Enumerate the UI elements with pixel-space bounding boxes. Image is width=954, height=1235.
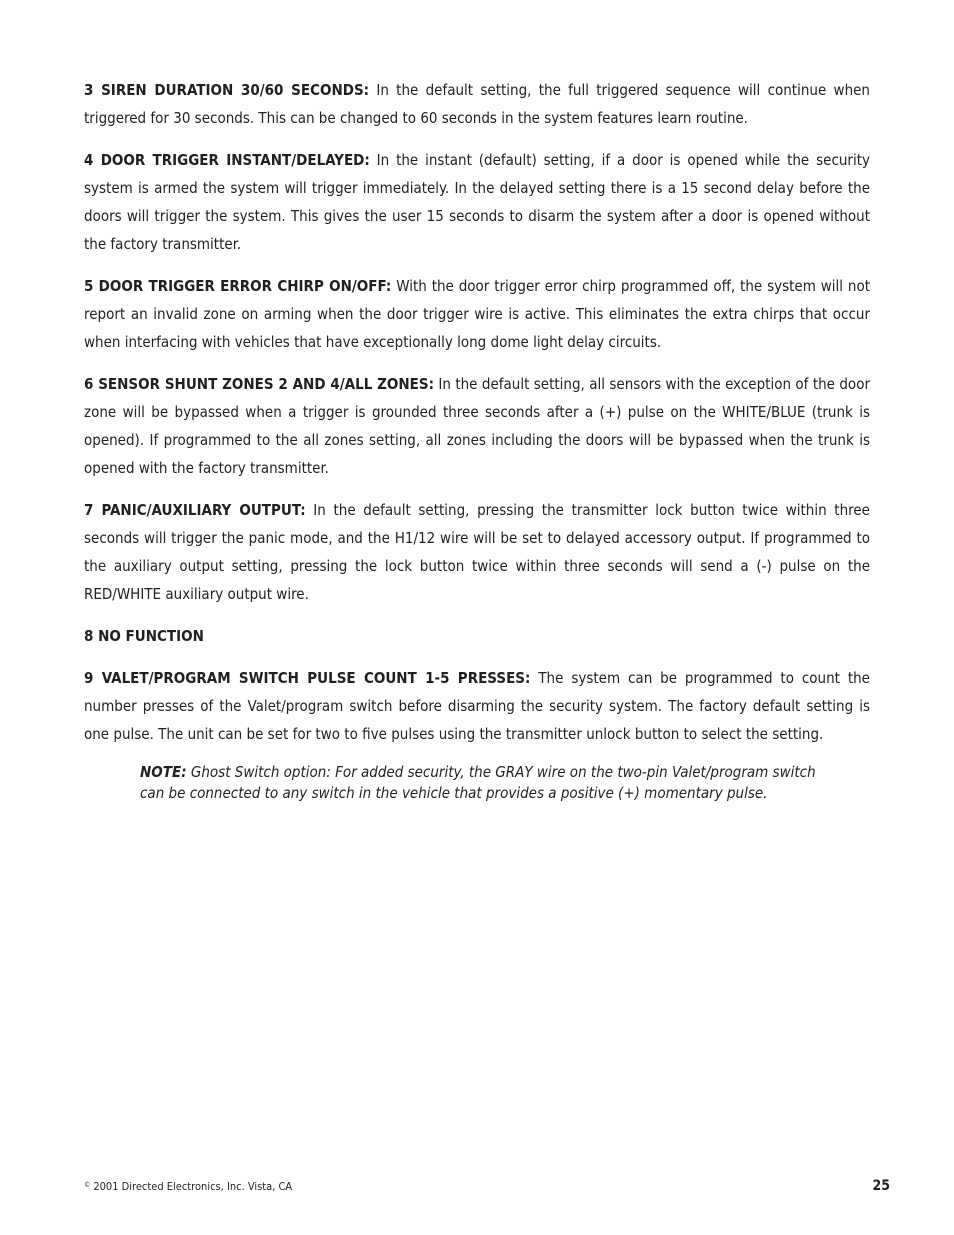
section-body: In the default setting, all sensors with the exception of the door zone will be bypassed when a trigger is grounded three seconds after a (+) pulse on the WHITE/BLUE (trunk is opened). If programmed to the all zones setting, all zones including the doors will be bypassed when the trunk is opened with the factory transmitter. <box>84 375 870 477</box>
section-sensor-shunt <box>84 370 870 482</box>
section-body: In the default setting, pressing the transmitter lock button twice within three seconds will trigger the panic mode, and the H1/12 wire will be set to delayed accessory output. If programmed to the auxiliary output setting, pressing the lock button twice within three seconds will send a (-) pulse on the RED/WHITE auxiliary output wire. <box>84 501 870 603</box>
section-heading: 7 PANIC/AUXILIARY OUTPUT: <box>84 501 306 519</box>
section-heading: 4 DOOR TRIGGER INSTANT/DELAYED: <box>84 151 370 169</box>
section-siren-duration <box>84 76 870 132</box>
section-heading: 6 SENSOR SHUNT ZONES 2 AND 4/ALL ZONES: <box>84 375 434 393</box>
ghost-switch-note <box>140 762 830 804</box>
section-heading: 9 VALET/PROGRAM SWITCH PULSE COUNT 1-5 PRESSES: <box>84 669 531 687</box>
note-label: NOTE: <box>140 763 187 781</box>
section-body: With the door trigger error chirp programmed off, the system will not report an invalid zone on arming when the door trigger wire is active. This eliminates the extra chirps that occur when interfacing with vehicles that have exceptionally long dome light delay circuits. <box>84 277 870 351</box>
page-number: 25 <box>872 1178 890 1194</box>
section-body: The system can be programmed to count the number presses of the Valet/program switch before disarming the security system. The factory default setting is one pulse. The unit can be set for two to five pulses using the transmitter unlock button to select the setting. <box>84 669 870 743</box>
footer-copyright <box>84 1180 292 1194</box>
document-body <box>84 76 870 804</box>
section-heading: 8 NO FUNCTION <box>84 627 204 645</box>
section-body: In the default setting, the full triggered sequence will continue when triggered for 30 seconds. This can be changed to 60 seconds in the system features learn routine. <box>84 81 870 127</box>
section-heading: 3 SIREN DURATION 30/60 SECONDS: <box>84 81 370 99</box>
section-panic-output <box>84 496 870 608</box>
copyright-text: 2001 Directed Electronics, Inc. Vista, CA <box>93 1180 293 1193</box>
section-valet-pulse <box>84 664 870 748</box>
section-heading: 5 DOOR TRIGGER ERROR CHIRP ON/OFF: <box>84 277 392 295</box>
copyright-symbol: © <box>84 1181 91 1189</box>
section-door-trigger <box>84 146 870 258</box>
section-body: In the instant (default) setting, if a door is opened while the security system is armed the system will trigger immediately. In the delayed setting there is a 15 second delay before the doors will trigger the system. This gives the user 15 seconds to disarm the system after a door is opened without the factory transmitter. <box>84 151 870 253</box>
section-error-chirp <box>84 272 870 356</box>
note-text: Ghost Switch option: For added security, the GRAY wire on the two-pin Valet/program switch can be connected to any switch in the vehicle that provides a positive (+) momentary pulse. <box>140 763 816 802</box>
section-no-function <box>84 622 870 650</box>
